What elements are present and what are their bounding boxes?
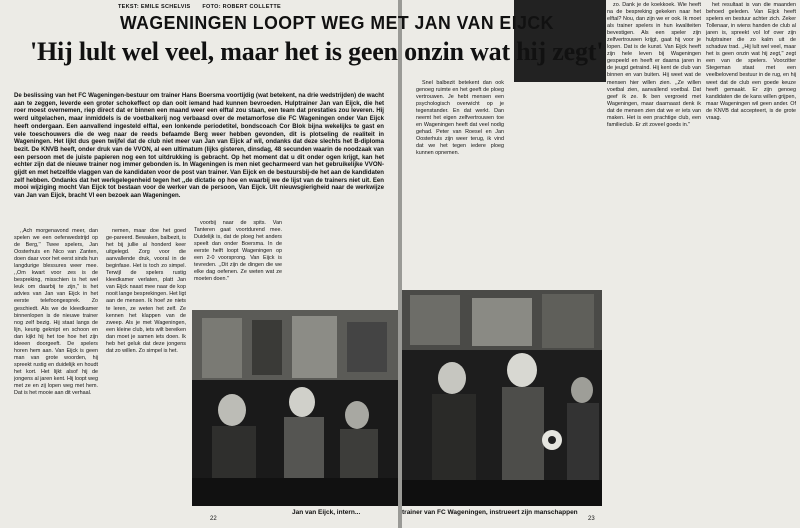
column-4-text: Snel balbezit betekent dan ook genoeg ruimte en het geeft de ploeg vertrouwen. Je hebt mensen een psychologisch overwicht op je tegenstander. En dat werkt. Dan neemt het eigen zelfvertrouwen toe en Wageningen heeft dat veel nodig gehad. Peter van Roesel en Jan Oosterhuis zijn weer terug, ik vind dat we het tegen iedere ploeg kunnen opnemen.	[416, 80, 504, 157]
photo-caption-left: Jan van Eijck, intern...	[292, 509, 361, 516]
column-1-text: ,,Ach morgenavond meer, dan spelen we een oefenwedstrijd op de Berg,'' Twee spelers, Jan Oosterhuis en Nico van Zanten, doen daar voor het eerst sinds hun langdurige blessures weer mee. ,,Om kwart voor zes is de bespreking, misschien is het wel leuk om daarbij te zijn,'' is het advies van Jan van Eijck in het eerste telefoongesprek. Zo geschiedt. Als we de kleedkamer binnenlopen is de nieuwe trainer nog zelf bezig. Hij staat langs de lijn, keurig geknipt en schoon en dan kijkt hij het toe hoe het zijn ideeen doorgeeft. De spelers horen hem aan. Van Eijck is geen man van grote woorden, hij spreekt rustig en duidelijk en houdt het kort. Het lijkt alsof hij de jongens al jaren kent. Hij loopt weg met ze en zij lopen weg met hem. Dat is het mooie aan dit verhaal.	[14, 228, 98, 397]
column-4	[416, 80, 504, 290]
locker-room-photo-left	[192, 310, 398, 506]
intro-paragraph: De beslissing van het FC Wageningen-bestuur om trainer Hans Boersma voortijdig (wat betekent, na drie wedstrijden) de wacht aan te zeggen, leverde een groter schokeffect op dan ooit iemand had kunnen bevroeden. Hulptrainer Jan van Eijck, die het roer moest overnemen, riep direct dat er binnen een maand weer een elftal zou staan, een team dat prestaties zou leveren. Hij werd uitgelachen, maar inmiddels is de voetbalkerij nog verbaasd over de metamorfose die FC Wageningen onder Van Eijck heeft ondergaan. Een aanvallend ingesteld elftal, een lonkende periodetitel, bondscoach Cor Blok bijna wekelijks te gast en vele toeschouwers die de weg naar de reeds befaamde Berg weer hebben gevonden, dit is plotseling de realiteit in Wageningen. Het lijkt dus geen twijfel dat de club niet meer van Jan van Eijck af wil, ondanks dat deze slechts het B-diploma bezit. De KNVB heeft, onder druk van de VVON, al een ultimatum (lijks gisteren, dinsdag, 48 secunden waarin de noodzaak van een persoon met de juiste papieren nog een tot uitdrukking is gebracht. Op het moment dat u dit onder ogen krijgt, kan het echter zijn dat de nieuwe trainer nog immer gebonden is. In Wageningen is men niet gecharmeerd van het gebruikelijke VVON-gijdt en met hetzelfde vlaggen van de kandidaten voor de post van trainer. Van Eijck en de bestuursbij-de het aan de kandidaten zelf hebben. Ondanks dat het werkgelegenheid tegen het ,,de dictatie op hoe en waarbij we de lijst van de trainers niet uit. Een mooi wijziging mocht Van Eijck tot bestaan voor de werker van de persoon, Van Eijck. Uit nieuwsgierigheid naar de werkwijze van Jan van Eijck, bracht VI een bezoek aan Wageningen.	[14, 92, 384, 200]
right-page	[402, 0, 800, 528]
column-7-text: het resultaat is van die maanden behoed geleden. Van Eijck heeft spelers en bestuur achter zich. Zeker Tollenaar, in wiens handen de club al jaren is, spreekt vol lof over zijn hulptrainer die zo kalm uit de schaduw trad. ,,Hij lult wel veel, maar het is geen onzin wat hij zegt,'' zegt een van de spelers. Voorzitter Stegeman staat met een veelbelovend bestuur in de rug, en hij weet dat de club een goede keuze heeft gemaakt. Er zijn genoeg kandidaten die de kans willen grijpen, maar Wageningen wil geen ander. Of de KNVB dat accepteert, is de grote vraag.	[706, 2, 796, 121]
photo-credit: FOTO: ROBERT COLLETTE	[202, 4, 281, 10]
column-7	[706, 2, 796, 507]
left-page	[0, 0, 398, 528]
pull-quote-title: 'Hij lult wel veel, maar het is geen onzin wat hij zegt'	[30, 37, 604, 66]
column-6	[607, 2, 701, 514]
credits	[118, 4, 291, 10]
column-3	[194, 220, 282, 310]
column-2-text: nemen, maar doe het goed ge-pareerd. Bewaken, balbezit, is het bij jullie al honderd keer uitgelegd. Zorg voor die aanvallende druk, vooral in de beginfase. Het is toch zo simpel. Terwijl de spelers rustig kleedkamer verlaten, platt Jan van Eijck naast mee naar de kop nooit lange besprekingen. Het ligt aan de mensen. Ik hoef ze niets te leren, ze weten het zelf. Ze kennen het klappen van de zweep. Als je met Wageningen, een kleine club, iets wilt bereiken dan moet je samen iets doen. Ik heb het geluk dat deze jongens dat zo willen. Zo simpel is het.	[106, 228, 186, 354]
page-number-left: 22	[210, 516, 217, 522]
column-2	[106, 228, 186, 513]
column-3-text: voorbij naar de spits. Van Tanteren gaat voortdurend mee. Duidelijk is, dat de ploeg het anders speelt dan onder Boersma. In de eerste helft loopt Wageningen op een 2-0 voorsprong. Van Eijck is tevreden. ,,Dit zijn de dingen die we elke dag oefenen. Ze weten wat ze moeten doen.''	[194, 220, 282, 283]
column-1	[14, 228, 98, 513]
locker-room-photo-right	[402, 290, 602, 506]
text-credit: TEKST: EMILE SCHELVIS	[118, 4, 191, 10]
page-number-right: 23	[588, 516, 595, 522]
headline: WAGENINGEN LOOPT WEG MET JAN VAN EIJCK	[120, 13, 554, 33]
column-6-text: zo. Dank je de koekkoek. Wie heeft na de bespreking gekeken naar het elftal? Nou, dan zijn we er ook. Ik moet als trainer spelers in hun kwaliteiten bevestigen. Als een speler zijn zelfvertrouwen krijgt, gaat hij voor je lopen. Dat is de kunst. Van Eijck heeft zijn hele leven bij Wageningen gespeeld en heeft er daarna jaren in de jeugd getraind. Hij kent de club van binnen en van buiten. Hij weet wat de mensen hier willen zien. ,,Ze willen voetbal zien, aanvallend voetbal. Dat geef ik ze. Ik ben vergroeid met Wageningen, maar daarnaast denk ik dat de mensen zien dat we er iets van maken. Het is een prachtige club, een familieclub. Er zit zoveel goeds in.''	[607, 2, 701, 128]
photo-caption-right: trainer van FC Wageningen, instrueert zijn manschappen	[402, 509, 578, 516]
